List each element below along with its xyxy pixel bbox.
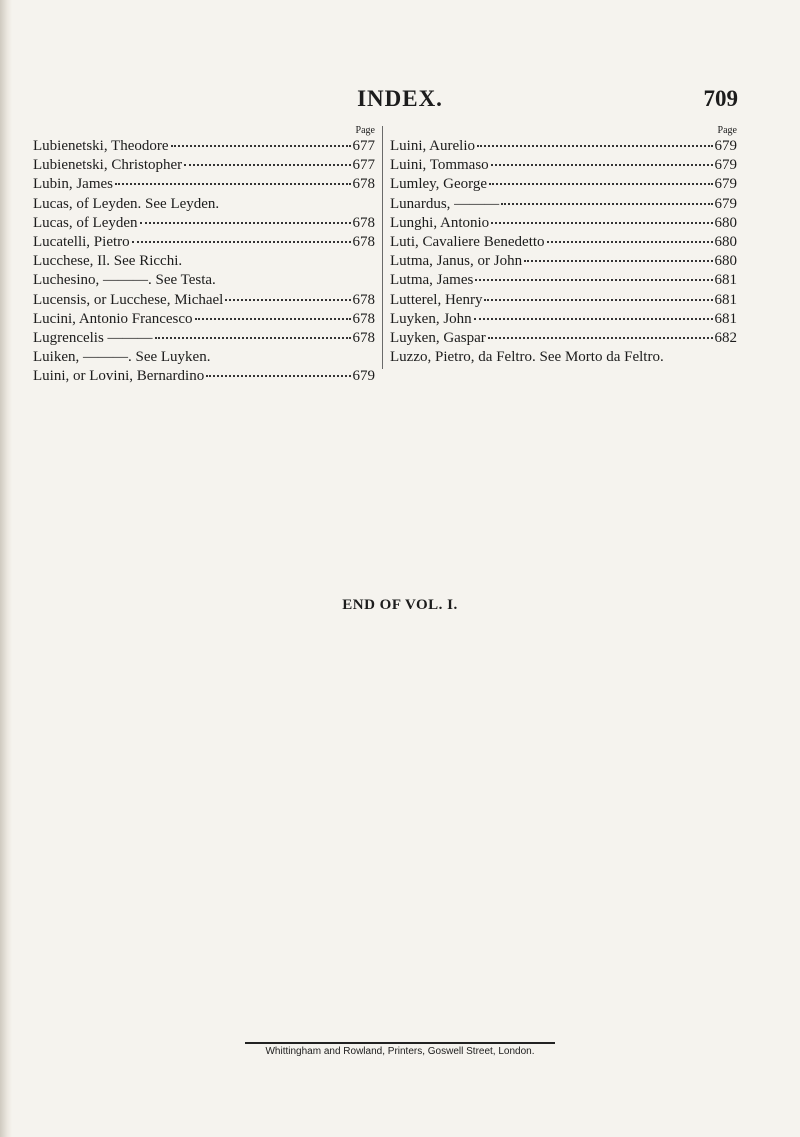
dot-leader [524, 260, 712, 262]
index-entry-page: 681 [714, 310, 737, 327]
index-entry-name: Lucatelli, Pietro [33, 233, 130, 250]
index-entry-page: 681 [714, 272, 737, 289]
index-entry-page: 681 [714, 291, 737, 308]
index-entry-name: Lutma, Janus, or John [390, 253, 523, 270]
index-column-right [390, 124, 737, 367]
index-entry [33, 214, 375, 233]
page-header [0, 86, 800, 116]
column-divider [382, 126, 383, 369]
index-column-left [33, 124, 375, 387]
index-entry-page: 678 [352, 310, 375, 327]
index-entry-page: 680 [714, 233, 737, 250]
index-entry-page: 677 [352, 138, 375, 154]
dot-leader [491, 164, 713, 166]
printer-footer [0, 1042, 800, 1057]
index-entry [33, 291, 375, 310]
index-entry-page: 678 [352, 214, 375, 231]
page-title: INDEX. [357, 86, 443, 111]
index-entry-page: 677 [352, 157, 375, 174]
index-entry-name: Lucini, Antonio Francesco [33, 310, 193, 327]
index-entry-name: Luzzo, Pietro, da Feltro. See Morto da Feltro. [390, 349, 664, 366]
page-column-label: Page [355, 125, 375, 136]
dot-leader [547, 241, 713, 243]
index-entry-page: 679 [714, 138, 737, 154]
index-entry [390, 195, 737, 214]
index-entry [33, 252, 375, 271]
page-edge-shadow [0, 0, 12, 1137]
index-entry [33, 137, 375, 156]
end-of-volume-note: END OF VOL. I. [342, 597, 458, 613]
index-entry [390, 271, 737, 290]
index-entry [33, 367, 375, 386]
page-column-label: Page [717, 125, 737, 136]
dot-leader [195, 318, 351, 320]
index-entry-list [33, 137, 375, 387]
dot-leader [115, 183, 351, 185]
index-entry-name: Lutma, James [390, 272, 474, 289]
index-entry-page: 678 [352, 329, 375, 346]
dot-leader [489, 183, 712, 185]
index-entry-list [390, 137, 737, 367]
dot-leader [488, 337, 713, 339]
index-entry [390, 156, 737, 175]
index-entry-name: Luiken, ———. See Luyken. [33, 349, 211, 366]
index-entry [33, 329, 375, 348]
dot-leader [501, 203, 712, 205]
footer-rule [245, 1042, 555, 1044]
index-entry [33, 310, 375, 329]
index-entry-page: 679 [714, 195, 737, 212]
index-entry [390, 137, 737, 156]
index-entry-name: Lubienetski, Theodore [33, 138, 169, 154]
index-entry-name: Luini, or Lovini, Bernardino [33, 368, 205, 385]
page-number: 709 [703, 86, 738, 111]
index-entry-page: 680 [714, 253, 737, 270]
dot-leader [477, 145, 713, 147]
dot-leader [475, 279, 712, 281]
index-entry-name: Lutterel, Henry [390, 291, 483, 308]
index-entry-name: Luyken, John [390, 310, 472, 327]
index-entry-name: Luti, Cavaliere Benedetto [390, 233, 545, 250]
index-entry-name: Lunghi, Antonio [390, 214, 490, 231]
index-entry-name: Lugrencelis ——— [33, 329, 153, 346]
dot-leader [140, 222, 351, 224]
index-entry-name: Lucensis, or Lucchese, Michael [33, 291, 224, 308]
index-entry [390, 252, 737, 271]
index-entry-page: 680 [714, 214, 737, 231]
index-entry-page: 679 [352, 368, 375, 385]
index-entry-name: Lucas, of Leyden [33, 214, 138, 231]
index-entry [33, 271, 375, 290]
index-entry-name: Lumley, George [390, 176, 488, 193]
index-entry-page: 682 [714, 329, 737, 346]
dot-leader [484, 299, 712, 301]
index-entry-name: Lucas, of Leyden. See Leyden. [33, 195, 220, 212]
index-entry-name: Luini, Aurelio [390, 138, 475, 154]
index-entry-name: Lunardus, ——— [390, 195, 500, 212]
index-entry-page: 678 [352, 233, 375, 250]
dot-leader [132, 241, 351, 243]
index-entry-page: 679 [714, 157, 737, 174]
dot-leader [155, 337, 351, 339]
index-entry-name: Lubienetski, Christopher [33, 157, 183, 174]
index-entry-page: 679 [714, 176, 737, 193]
dot-leader [184, 164, 350, 166]
dot-leader [491, 222, 712, 224]
index-entry-name: Luini, Tommaso [390, 157, 489, 174]
index-entry-page: 678 [352, 176, 375, 193]
dot-leader [171, 145, 351, 147]
index-entry [390, 348, 737, 367]
index-entry [390, 233, 737, 252]
index-entry-name: Luyken, Gaspar [390, 329, 486, 346]
index-entry-name: Lubin, James [33, 176, 113, 193]
dot-leader [474, 318, 713, 320]
index-entry [390, 329, 737, 348]
index-entry-name: Lucchese, Il. See Ricchi. [33, 253, 183, 270]
index-entry-name: Luchesino, ———. See Testa. [33, 272, 216, 289]
index-entry-page: 678 [352, 291, 375, 308]
index-entry [33, 348, 375, 367]
index-entry [33, 175, 375, 194]
index-entry [33, 195, 375, 214]
dot-leader [225, 299, 350, 301]
index-entry [390, 291, 737, 310]
printer-imprint: Whittingham and Rowland, Printers, Goswell Street, London. [265, 1046, 535, 1057]
dot-leader [206, 375, 350, 377]
index-entry [33, 156, 375, 175]
index-entry [390, 310, 737, 329]
index-entry [33, 233, 375, 252]
index-entry [390, 175, 737, 194]
index-entry [390, 214, 737, 233]
